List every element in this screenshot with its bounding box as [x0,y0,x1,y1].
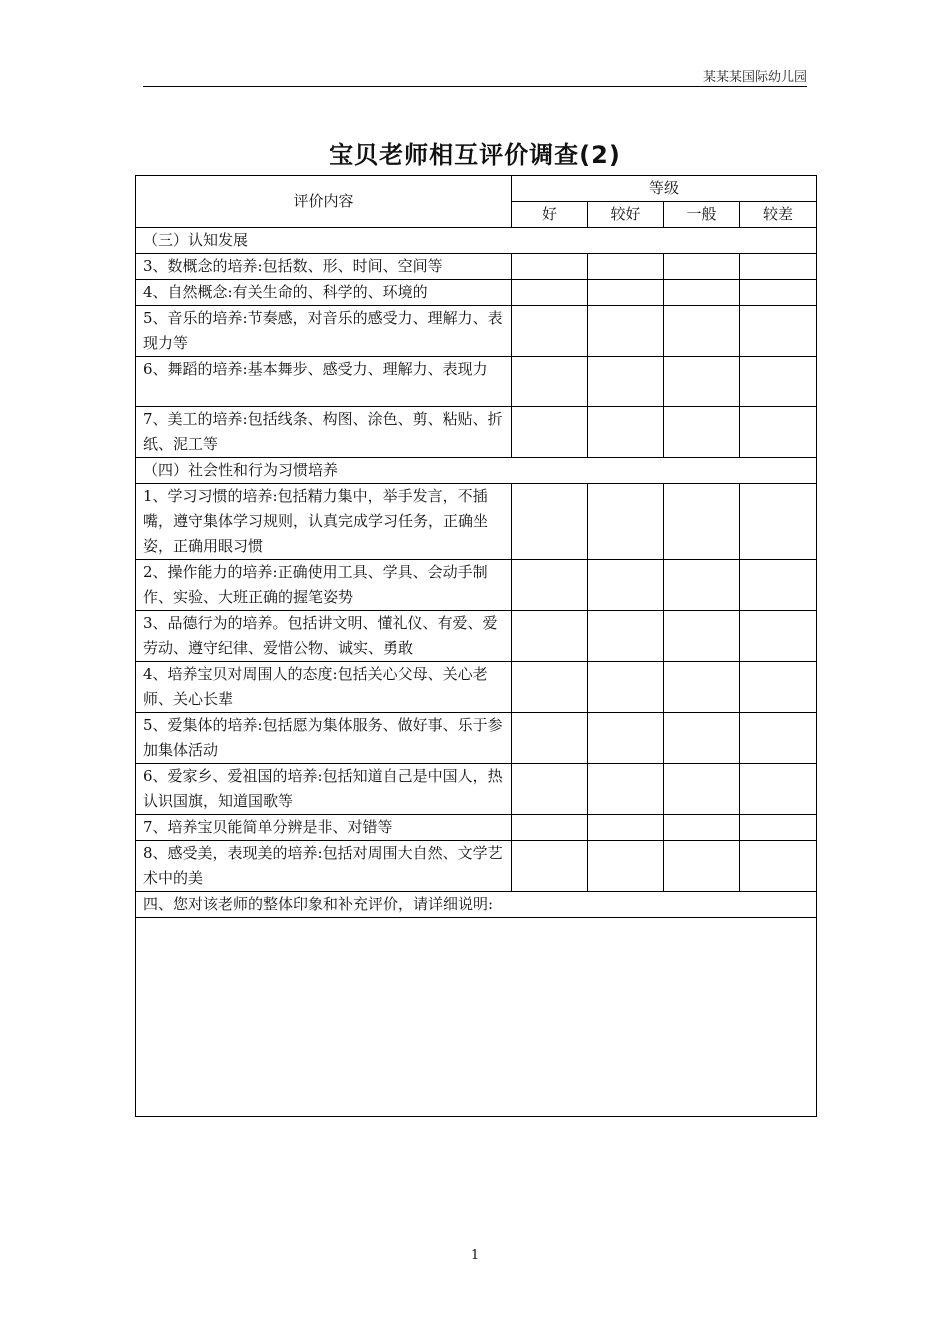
content-header: 评价内容 [136,176,512,228]
item-text: 7、美工的培养:包括线条、构图、涂色、剪、粘贴、折纸、泥工等 [136,407,512,458]
item-text: 4、培养宝贝对周围人的态度:包括关心父母、关心老师、关心长辈 [136,662,512,713]
grade-cell-average[interactable] [664,280,740,306]
grade-cell-average[interactable] [664,713,740,764]
comment-area[interactable] [136,918,817,1117]
grade-cell-average[interactable] [664,662,740,713]
grade-cell-average[interactable] [664,484,740,560]
grade-cell-average[interactable] [664,815,740,841]
grade-cell-poor[interactable] [740,357,817,407]
item-text: 2、操作能力的培养:正确使用工具、学具、会动手制作、实验、大班正确的握笔姿势 [136,560,512,611]
header-rule [143,86,807,87]
grade-cell-poor[interactable] [740,407,817,458]
grade-cell-good[interactable] [512,611,588,662]
grade-cell-average[interactable] [664,841,740,892]
grade-cell-fairly-good[interactable] [588,713,664,764]
grade-cell-good[interactable] [512,357,588,407]
item-text: 1、学习习惯的培养:包括精力集中，举手发言，不插嘴，遵守集体学习规则，认真完成学习任务，正确坐姿，正确用眼习惯 [136,484,512,560]
item-text: 3、数概念的培养:包括数、形、时间、空间等 [136,254,512,280]
grade-cell-good[interactable] [512,306,588,357]
evaluation-table [135,175,817,1117]
grade-cell-poor[interactable] [740,254,817,280]
grade-cell-fairly-good[interactable] [588,280,664,306]
grade-cell-fairly-good[interactable] [588,407,664,458]
grade-cell-poor[interactable] [740,484,817,560]
grade-cell-fairly-good[interactable] [588,841,664,892]
section-title: （四）社会性和行为习惯培养 [136,458,817,484]
grade-cell-poor[interactable] [740,841,817,892]
grade-cell-average[interactable] [664,306,740,357]
grade-label-good: 好 [512,202,588,228]
grade-cell-fairly-good[interactable] [588,662,664,713]
grade-label-average: 一般 [664,202,740,228]
section-title: （三）认知发展 [136,228,817,254]
item-text: 5、音乐的培养:节奏感，对音乐的感受力、理解力、表现力等 [136,306,512,357]
grade-cell-poor[interactable] [740,662,817,713]
grade-cell-poor[interactable] [740,560,817,611]
grade-cell-good[interactable] [512,764,588,815]
grade-cell-good[interactable] [512,484,588,560]
grade-cell-average[interactable] [664,764,740,815]
grade-label-fairly-good: 较好 [588,202,664,228]
grade-cell-good[interactable] [512,280,588,306]
grade-cell-average[interactable] [664,560,740,611]
header-org: 某某某国际幼儿园 [702,70,807,85]
grade-cell-fairly-good[interactable] [588,254,664,280]
grade-cell-good[interactable] [512,841,588,892]
grade-cell-good[interactable] [512,713,588,764]
item-text: 5、爱集体的培养:包括愿为集体服务、做好事、乐于参加集体活动 [136,713,512,764]
item-text: 4、自然概念:有关生命的、科学的、环境的 [136,280,512,306]
grade-cell-good[interactable] [512,662,588,713]
grade-cell-poor[interactable] [740,280,817,306]
grade-cell-fairly-good[interactable] [588,306,664,357]
grade-cell-poor[interactable] [740,764,817,815]
grade-cell-average[interactable] [664,254,740,280]
grade-cell-fairly-good[interactable] [588,484,664,560]
grade-cell-fairly-good[interactable] [588,764,664,815]
item-text: 3、品德行为的培养。包括讲文明、懂礼仪、有爱、爱劳动、遵守纪律、爱惜公物、诚实、勇敢 [136,611,512,662]
grade-cell-average[interactable] [664,407,740,458]
grade-cell-average[interactable] [664,357,740,407]
page-title: 宝贝老师相互评价调查(2) [329,141,621,169]
page-number: 1 [470,1248,480,1263]
grade-cell-good[interactable] [512,407,588,458]
grade-cell-poor[interactable] [740,306,817,357]
item-text: 6、爱家乡、爱祖国的培养:包括知道自己是中国人，热认识国旗，知道国歌等 [136,764,512,815]
grade-cell-good[interactable] [512,254,588,280]
grade-cell-fairly-good[interactable] [588,815,664,841]
grade-cell-good[interactable] [512,815,588,841]
item-text: 7、培养宝贝能简单分辨是非、对错等 [136,815,512,841]
grade-header: 等级 [512,176,817,202]
comment-prompt: 四、您对该老师的整体印象和补充评价，请详细说明: [136,892,817,918]
grade-cell-poor[interactable] [740,611,817,662]
grade-cell-poor[interactable] [740,713,817,764]
grade-cell-fairly-good[interactable] [588,560,664,611]
grade-label-poor: 较差 [740,202,817,228]
item-text: 6、舞蹈的培养:基本舞步、感受力、理解力、表现力 [136,357,512,407]
grade-cell-fairly-good[interactable] [588,611,664,662]
grade-cell-fairly-good[interactable] [588,357,664,407]
grade-cell-average[interactable] [664,611,740,662]
item-text: 8、感受美，表现美的培养:包括对周围大自然、文学艺术中的美 [136,841,512,892]
grade-cell-poor[interactable] [740,815,817,841]
grade-cell-good[interactable] [512,560,588,611]
